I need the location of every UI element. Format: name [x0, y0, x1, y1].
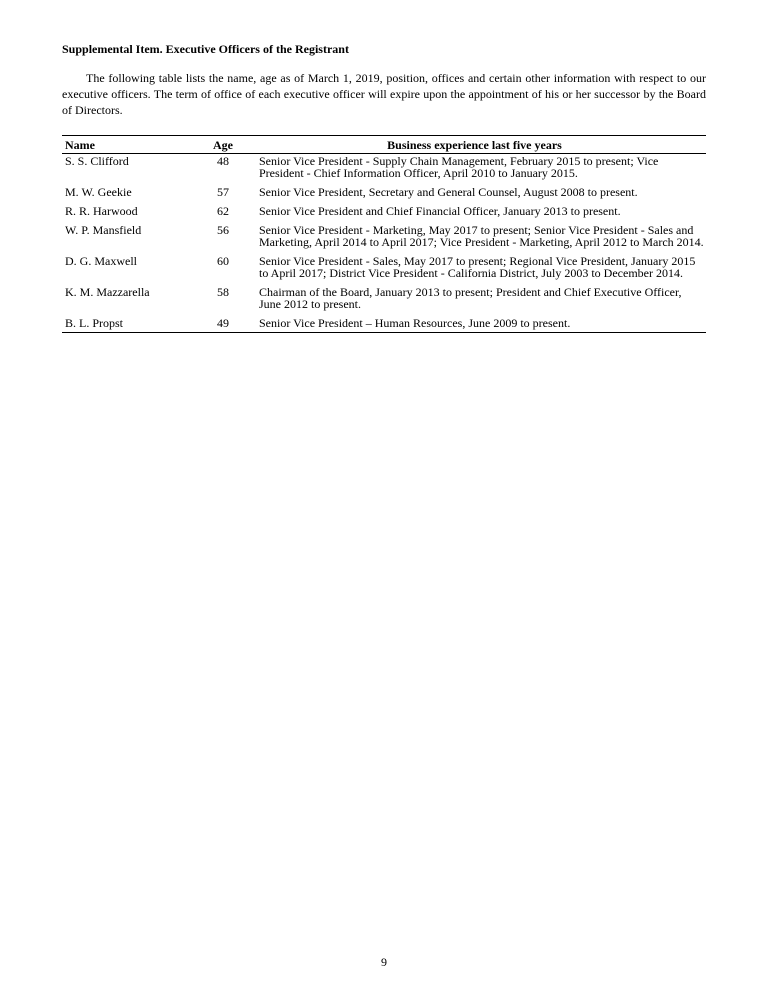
officer-experience: Chairman of the Board, January 2013 to present; President and Chief Executive Officer, June 2012 to present. — [259, 285, 682, 312]
section-heading: Supplemental Item. Executive Officers of the Registrant — [62, 42, 349, 56]
intro-paragraph: The following table lists the name, age as of March 1, 2019, position, offices and certain other information with respect to our executive officers. The term of office of each executive officer will expire upon the appointment of his or her successor by the Board of Directors. — [62, 71, 706, 118]
officer-name: D. G. Maxwell — [65, 254, 137, 269]
table-row — [62, 223, 706, 254]
officer-experience: Senior Vice President, Secretary and General Counsel, August 2008 to present. — [259, 185, 638, 200]
page-number: 9 — [381, 955, 387, 969]
officer-name: M. W. Geekie — [65, 185, 132, 200]
officer-name: W. P. Mansfield — [65, 223, 142, 238]
table-row — [62, 285, 706, 316]
officer-age: 56 — [217, 223, 229, 238]
table-header-row — [62, 136, 706, 154]
officer-age: 48 — [217, 154, 229, 169]
officer-experience: Senior Vice President - Supply Chain Management, February 2015 to present; Vice President - Chief Information Officer, April 2010 to January 2015. — [259, 154, 659, 181]
officer-experience: Senior Vice President and Chief Financial Officer, January 2013 to present. — [259, 204, 621, 219]
officer-experience: Senior Vice President - Sales, May 2017 to present; Regional Vice President, January 2015 to April 2017; District Vice President - California District, July 2003 to December 2014. — [259, 254, 696, 281]
officer-name: K. M. Mazzarella — [65, 285, 150, 300]
table-row — [62, 204, 706, 223]
table-row — [62, 185, 706, 204]
officer-age: 58 — [217, 285, 229, 300]
officer-age: 49 — [217, 316, 229, 331]
officer-age: 62 — [217, 204, 229, 219]
officer-age: 57 — [217, 185, 229, 200]
header-age: Age — [203, 136, 243, 154]
officer-name: B. L. Propst — [65, 316, 124, 331]
document-page — [62, 42, 706, 333]
officer-age: 60 — [217, 254, 229, 269]
officer-experience: Senior Vice President - Marketing, May 2017 to present; Senior Vice President - Sales and Marketing, April 2014 to April 2017; Vice President - Marketing, April 2012 to March 2014. — [259, 223, 704, 250]
officer-name: S. S. Clifford — [65, 154, 129, 169]
table-row — [62, 154, 706, 186]
officer-experience: Senior Vice President – Human Resources, June 2009 to present. — [259, 316, 571, 331]
table-row — [62, 316, 706, 333]
executive-officers-table — [62, 135, 706, 333]
table-row — [62, 254, 706, 285]
header-name: Name — [62, 136, 203, 154]
officer-name: R. R. Harwood — [65, 204, 138, 219]
header-experience: Business experience last five years — [243, 136, 706, 154]
